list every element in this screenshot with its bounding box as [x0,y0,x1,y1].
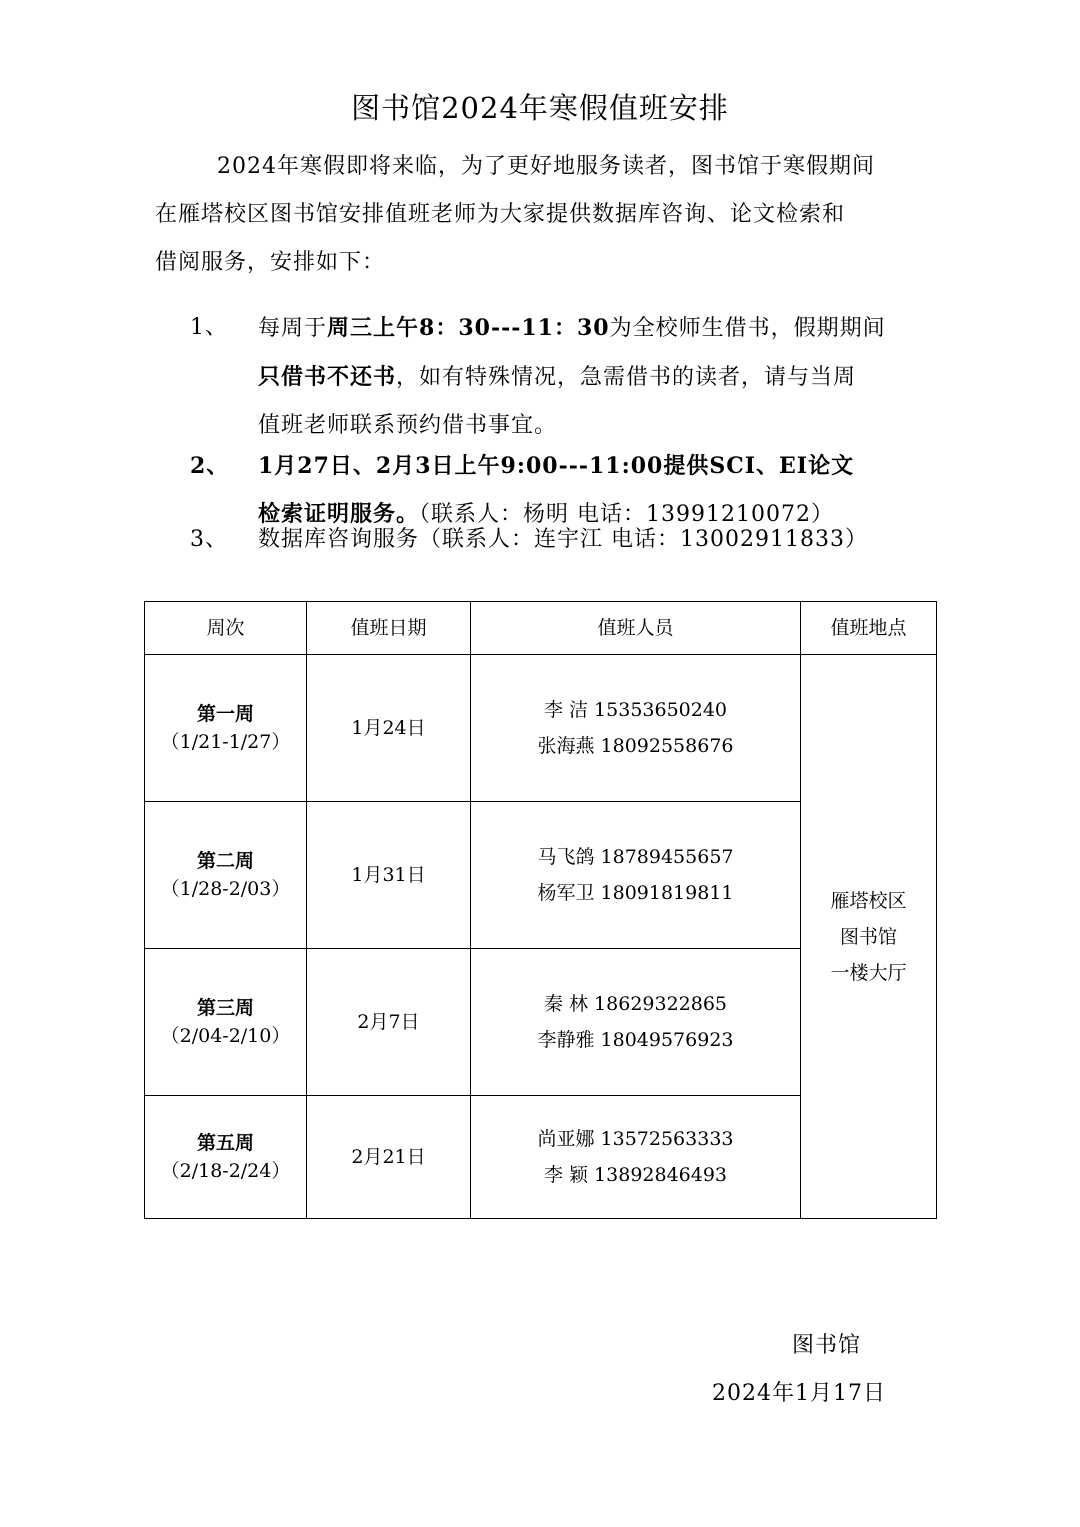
intro-line-2: 在雁塔校区图书馆安排值班老师为大家提供数据库咨询、论文检索和 [155,202,846,227]
item-1-line2-bold: 只借书不还书 [258,364,397,390]
item-1-number: 1、 [190,315,228,340]
item-1-line3: 值班老师联系预约借书事宜。 [258,413,558,438]
staff-entry: 李 洁 15353650240 [543,699,728,721]
header-week: 周次 [145,602,307,655]
header-date: 值班日期 [307,602,471,655]
staff-entry: 马飞鸽 18789455657 [537,846,734,868]
date-cell: 2月7日 [307,949,471,1096]
item-3-line1: 数据库咨询服务（联系人：连宇江 电话：13002911833） [258,527,868,552]
staff-entry: 张海燕 18092558676 [537,735,734,757]
header-location: 值班地点 [801,602,937,655]
item-1-line1-pre: 每周于 [258,316,328,341]
week-range: （2/18-2/24） [160,1160,291,1182]
week-range: （1/21-1/27） [160,731,291,753]
item-1-line1-bold: 周三上午8：30---11：30 [327,315,610,341]
item-2-line1-bold: 1月27日、2月3日上午9:00---11:00提供SCI、EI论文 [258,453,855,479]
staff-cell [471,802,801,949]
week-range: （1/28-2/03） [160,878,291,900]
document-title: 图书馆2024年寒假值班安排 [351,91,729,125]
item-1-line1-post: 为全校师生借书，假期期间 [609,316,886,341]
date-cell: 1月31日 [307,802,471,949]
intro-paragraph [155,143,930,287]
intro-line-1: 2024年寒假即将来临，为了更好地服务读者，图书馆于寒假期间 [217,154,875,179]
staff-cell [471,655,801,802]
date-cell: 1月24日 [307,655,471,802]
staff-entry: 杨军卫 18091819811 [537,882,734,904]
staff-entry: 李 颖 13892846493 [543,1164,728,1186]
item-3 [190,516,930,564]
table-header-row [145,602,937,655]
staff-entry: 李静雅 18049576923 [537,1029,734,1051]
staff-entry: 尚亚娜 13572563333 [537,1128,734,1150]
week-label: 第五周 [196,1132,254,1154]
table-row [145,655,937,802]
signature-organization: 图书馆 [792,1333,862,1358]
header-staff: 值班人员 [471,602,801,655]
intro-line-3: 借阅服务，安排如下： [155,250,386,275]
item-1 [190,304,930,450]
item-2-contact: （联系人：杨明 电话：13991210072） [419,502,834,527]
item-1-line2-post: ，如有特殊情况，急需借书的读者，请与当周 [396,365,857,390]
item-2-line2-bold: 检索证明服务。 [258,501,420,527]
staff-cell [471,949,801,1096]
duty-table [144,601,937,1219]
week-cell [145,1096,307,1219]
location-cell [801,655,937,1219]
staff-entry: 秦 林 18629322865 [543,993,728,1015]
location-line-1: 雁塔校区 [830,889,907,912]
week-label: 第三周 [196,997,254,1019]
week-cell [145,655,307,802]
location-line-3: 一楼大厅 [830,961,907,984]
location-line-2: 图书馆 [839,925,897,948]
item-3-number: 3、 [190,527,228,552]
item-2-number: 2、 [190,453,230,479]
week-label: 第二周 [196,850,254,872]
week-cell [145,802,307,949]
date-cell: 2月21日 [307,1096,471,1219]
staff-cell [471,1096,801,1219]
week-cell [145,949,307,1096]
week-label: 第一周 [196,703,254,725]
week-range: （2/04-2/10） [160,1025,291,1047]
signature-date: 2024年1月17日 [712,1381,886,1406]
